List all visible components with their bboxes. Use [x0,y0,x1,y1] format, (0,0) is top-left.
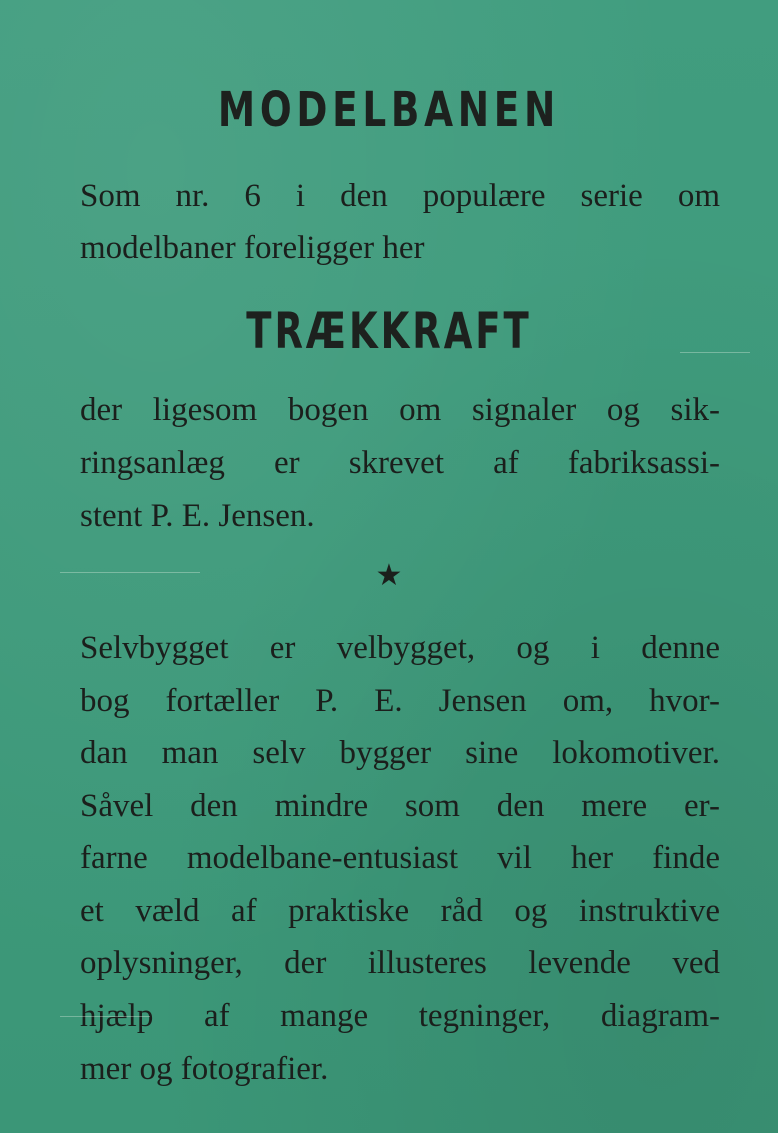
para2-line-6: et væld af praktiske råd og instruktive [80,893,720,929]
para2-line-7: oplysninger, der illusteres levende ved [80,945,720,981]
para1-line-2: ringsanlæg er skrevet af fabriksassi- [80,445,720,481]
intro-line-1: Som nr. 6 i den populære serie om [80,178,720,214]
star-separator-icon: ★ [375,558,403,593]
paper-scratch [680,352,750,353]
para1-line-3: stent P. E. Jensen. [80,498,315,534]
para1-line-1: der ligesom bogen om signaler og sik- [80,392,720,428]
para2-line-9: mer og fotografier. [80,1051,329,1087]
para2-line-2: bog fortæller P. E. Jensen om, hvor- [80,683,720,719]
paper-scratch [60,1016,150,1017]
intro-line-2: modelbaner foreligger her [80,230,425,266]
paper-scratch [60,572,200,573]
para2-line-4: Såvel den mindre som den mere er- [80,788,720,824]
para2-line-8: hjælp af mange tegninger, diagram- [80,998,720,1034]
para2-line-1: Selvbygget er velbygget, og i denne [80,630,720,666]
para2-line-3: dan man selv bygger sine lokomotiver. [80,735,720,771]
series-heading: MODELBANEN [217,82,561,138]
para2-line-5: farne modelbane-entusiast vil her finde [80,840,720,876]
book-title: TRÆKKRAFT [246,302,532,360]
